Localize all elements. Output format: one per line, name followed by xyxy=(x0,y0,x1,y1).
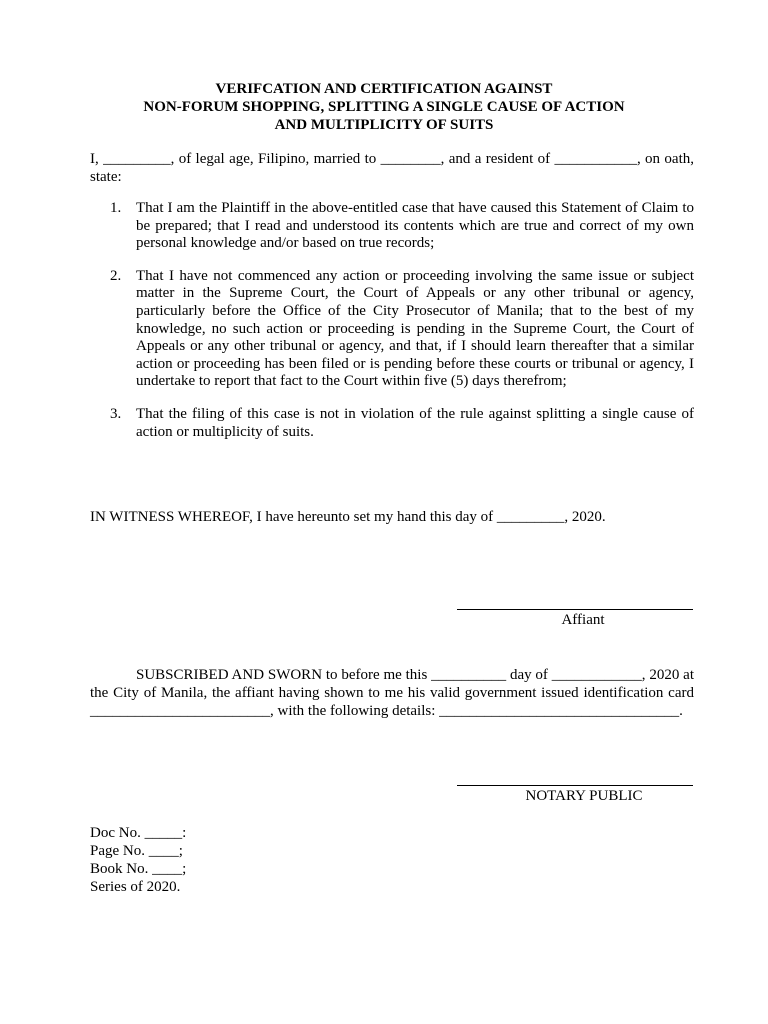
list-item-number: 1. xyxy=(110,200,122,216)
list-item xyxy=(90,406,694,441)
list-item-number: 3. xyxy=(110,405,122,422)
statement-list xyxy=(90,200,694,456)
jurat-paragraph: SUBSCRIBED AND SWORN to before me this __________ day of ____________, 2020 at the City of Manila, the affiant having shown to me his valid government issued identification card ________________________, with the following details: ________________________________. xyxy=(90,667,694,719)
list-item-text: That I have not commenced any action or proceeding involving the same issue or subject matter in the Supreme Court, the Court of Appeals or any other tribunal or agency, particularly before the Office of the City Prosecutor of Manila; that to the best of my knowledge, no such action or proceeding is pending in the Supreme Court, the Court of Appeals or any other tribunal or agency, and that, if I should learn thereafter that a similar action or proceeding has been filed or is pending before these courts or tribunal or agency, I undertake to report that fact to the Court within five (5) days therefrom; xyxy=(136,267,694,390)
intro-paragraph: I, _________, of legal age, Filipino, married to ________, and a resident of ___________, on oath, state: xyxy=(90,151,694,185)
witness-paragraph: IN WITNESS WHEREOF, I have hereunto set my hand this day of _________, 2020. xyxy=(90,509,606,525)
document-title xyxy=(0,80,768,134)
notary-signature-line xyxy=(457,785,693,786)
affiant-label: Affiant xyxy=(561,612,605,628)
page-number: Page No. ____; xyxy=(90,843,183,859)
title-line-2: NON-FORUM SHOPPING, SPLITTING A SINGLE CAUSE OF ACTION xyxy=(143,99,625,115)
affiant-signature-line xyxy=(457,609,693,610)
book-number: Book No. ____; xyxy=(90,861,187,877)
title-line-3: AND MULTIPLICITY OF SUITS xyxy=(274,117,494,133)
list-item xyxy=(90,268,694,391)
doc-number: Doc No. _____: xyxy=(90,825,187,841)
list-item xyxy=(90,200,694,253)
list-item-text: That the filing of this case is not in violation of the rule against splitting a single cause of action or multiplicity of suits. xyxy=(136,405,694,440)
title-line-1: VERIFCATION AND CERTIFICATION AGAINST xyxy=(215,81,553,97)
list-item-number: 2. xyxy=(110,267,122,284)
series-year: Series of 2020. xyxy=(90,879,181,895)
notary-public-label: NOTARY PUBLIC xyxy=(525,788,643,804)
notarial-register-block xyxy=(90,824,186,896)
list-item-text: That I am the Plaintiff in the above-entitled case that have caused this Statement of Claim to be prepared; that I read and understood its contents which are true and correct of my own personal knowledge and/or based on true records; xyxy=(136,200,694,252)
